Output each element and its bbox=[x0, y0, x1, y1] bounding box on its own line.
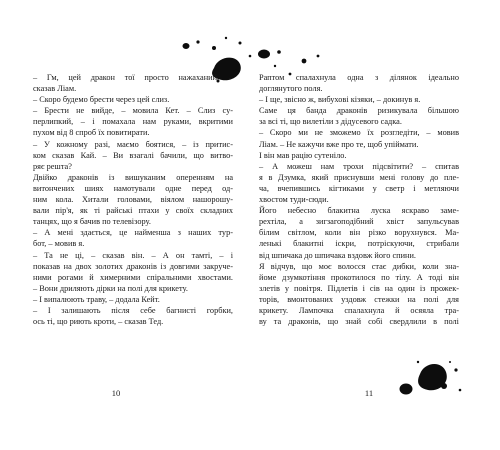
text-line: Двійко драконів із вишуканим оперенням на bbox=[33, 172, 233, 182]
text-line: – Скоро ми не зможемо їх розгледіти, – мовив bbox=[259, 128, 459, 138]
ink-splatter-bottom bbox=[398, 356, 468, 401]
text-line: білим світлом, коли він різко ворухнувся. Ма- bbox=[259, 228, 459, 238]
text-line: я в Дзумка, який приснувши мені голову до пле- bbox=[259, 172, 459, 182]
text-line: злетів у повітря. Підлетів і сів на один із прожек- bbox=[259, 283, 459, 293]
text-line: торів, вмонтованих уздовж стежки на полі для bbox=[259, 294, 459, 304]
text-line: – Гм, цей дракон тої просто нажаханий, – bbox=[33, 73, 233, 82]
text-line: ву та драконів, що знай собі свердлили в полі bbox=[259, 317, 459, 327]
text-line: Я відчув, що моє волосся стає дибки, коли зна- bbox=[259, 261, 459, 271]
text-line: Раптом спалахнула одна з ділянок ідеально bbox=[259, 73, 459, 82]
text-line: сказав Ліам. bbox=[33, 84, 77, 94]
text-line: ними рогами й химерними спіральними хвостами. bbox=[33, 272, 233, 282]
text-line: – А мені здається, це найменша з наших тур- bbox=[33, 228, 233, 238]
text-line: перлипкий, – і помахала нам руками, вкритими bbox=[33, 117, 233, 127]
text-line: ним кола. Хитали головами, віялом нашорошу- bbox=[33, 195, 233, 205]
text-line: ча, вчепившись кігтиками у светр і метляючи bbox=[259, 183, 459, 193]
text-line: ось ті, що риють кроти, – сказав Тед. bbox=[33, 317, 164, 327]
text-line: І він мав рацію сутеніло. bbox=[259, 150, 347, 160]
text-line: від шпичака до шпичака вздовж його спини. bbox=[259, 250, 416, 260]
text-line: показав на двох золотих драконів із довгими закруче- bbox=[33, 261, 233, 271]
text-line: ряє решта? bbox=[33, 161, 72, 171]
text-line: витончених шиях намотували одне перед од- bbox=[33, 183, 233, 193]
text-line: – І залишають після себе багнисті горбки, bbox=[33, 305, 233, 315]
page-number-right: 11 bbox=[364, 388, 374, 398]
text-line: танцях, що я бачив по телевізору. bbox=[33, 217, 151, 227]
text-line: – Брести не вийде, – мовила Кет. – Слиз су- bbox=[33, 106, 233, 116]
text-line: крикету. Лампочка спалахнула й осяяла тра- bbox=[259, 305, 459, 315]
text-line: Його небесно блакитна луска яскраво заме- bbox=[259, 206, 459, 216]
text-line: – Вони дриляють дірки на полі для крикету. bbox=[33, 283, 188, 293]
text-line: ком сказав Кай. – Ви взагалі бачили, що витво- bbox=[33, 150, 233, 160]
text-line: – Скоро будемо брести через цей слиз. bbox=[33, 95, 170, 105]
right-page-text bbox=[259, 72, 459, 327]
text-line: хвостом туди-сюди. bbox=[259, 195, 329, 205]
text-line: – І ще, звісно ж, вибухові кізяки, – докинув я. bbox=[259, 95, 421, 105]
text-line: – У кожному разі, маємо боятися, – із притис- bbox=[33, 139, 233, 149]
text-line: вали пір'я, як ті райські птахи у своїх складних bbox=[33, 206, 233, 216]
text-line: рехтіла, а зигзагоподібний хвіст запульсував bbox=[259, 217, 459, 227]
page-number-left: 10 bbox=[111, 388, 121, 398]
text-line: Ліам. – Не кажучи вже про те, щоб упіймати. bbox=[259, 139, 419, 149]
text-line: пухом від 8 спроб їх повитирати. bbox=[33, 128, 150, 138]
text-line: йоме дзумкотіння прокотилося по тілу. А тоді він bbox=[259, 272, 459, 282]
left-page-text bbox=[33, 72, 233, 327]
text-line: ленькі блакитні іскри, потріскуючи, стрибали bbox=[259, 239, 459, 249]
text-line: Саме ця банда драконів ризикувала більшою bbox=[259, 106, 459, 116]
text-line: за всі ті, що вилетіли з дідусевого садка. bbox=[259, 117, 402, 127]
text-line: доглянутого поля. bbox=[259, 84, 323, 94]
text-line: – І випалюють траву, – додала Кейт. bbox=[33, 294, 160, 304]
text-line: – Та не ці, – сказав він. – А он тамті, – і bbox=[33, 250, 233, 260]
text-line: – А можеш нам трохи підсвітити? – спитав bbox=[259, 161, 459, 171]
text-line: бот, – мовив я. bbox=[33, 239, 85, 249]
